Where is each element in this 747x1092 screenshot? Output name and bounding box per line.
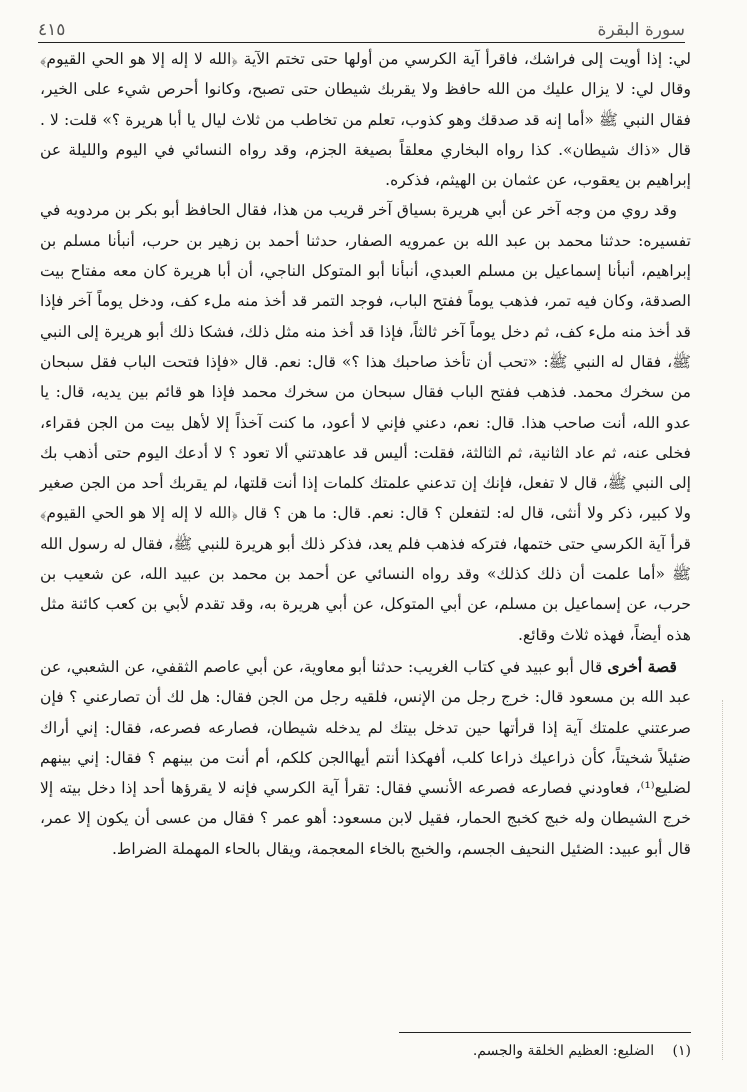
scan-margin-mark [722, 700, 733, 1060]
paragraph-3 [40, 652, 691, 864]
main-text [40, 44, 691, 864]
footnote-text: الضليع: العظيم الخلقة والجسم. [472, 1043, 655, 1059]
section-heading: قصة أخرى [607, 656, 677, 676]
running-header [38, 10, 685, 43]
paragraph-text: لي: إذا أويت إلى فراشك، فاقرأ آية الكرسي من أولها حتى تختم الآية ﴿الله لا إله إلا هو الحي القيوم﴾ وقال لي: لا يزال عليك من الله حافظ ولا يقربك شيطان حتى تصبح، وكانوا أحرص شيء على الخير، فقال النبي ﷺ «أما إنه قد صدقك وهو كذوب، تعلم من تخاطب من ثلاث ليال يا أبا هريرة ؟» قلت: لا . قال «ذاك شيطان». كذا رواه البخاري معلقاً بصيغة الجزم، وقد رواه النسائي في اليوم والليلة عن إبراهيم بن يعقوب، عن عثمان بن الهيثم، فذكره. [40, 50, 691, 190]
page-number: ٤١٥ [38, 20, 66, 40]
paragraph-text: وقد روي من وجه آخر عن أبي هريرة بسياق آخر قريب من هذا، فقال الحافظ أبو بكر بن مردويه في تفسيره: حدثنا محمد بن عبد الله بن عمرويه الصفار، حدثنا أحمد بن زهير بن حرب، أنبأنا مسلم بن إبراهيم، أنبأنا إسماعيل بن مسلم العبدي، أنبأنا أبو المتوكل الناجي، أن أبا هريرة كان معه مفتاح بيت الصدقة، وكان فيه تمر، فذهب يوماً ففتح الباب، فوجد التمر قد أخذ منه ملء كف، ودخل يوماً آخر فإذا قد أخذ منه ملء كف، ثم دخل يوماً آخر ثالثاً، فإذا قد أخذ منه مثل ذلك، فشكا ذلك أبو هريرة إلى النبي ﷺ، فقال له النبي ﷺ: «تحب أن تأخذ صاحبك هذا ؟» قال: نعم. قال «فإذا فتحت الباب فقل سبحان من سخرك محمد. فذهب ففتح الباب فقال سبحان من سخرك محمد فإذا هو قائم بين يديه، قال: يا عدو الله، أنت صاحب هذا. قال: نعم، دعني فإني لا أعود، ما كنت آخذاً إلا لأهل بيت من الجن فقراء، فخلى عنه، ثم عاد الثانية، ثم الثالثة، فقلت: أليس قد عاهدتني ألا تعود ؟ لا أدعك اليوم حتى أذهب بك إلى النبي ﷺ، قال لا تفعل، فإنك إن تدعني علمتك كلمات إذا أنت قلتها، لم يقربك أحد من الجن صغير ولا كبير، ذكر ولا أنثى، قال له: لتفعلن ؟ قال: نعم. قال: ما هن ؟ قال ﴿الله لا إله إلا هو الحي القيوم﴾ قرأ آية الكرسي حتى ختمها، فتركه فذهب فلم يعد، فذكر ذلك أبو هريرة للنبي ﷺ، فقال له رسول الله ﷺ «أما علمت أن ذلك كذلك» وقد رواه النسائي عن أحمد بن محمد بن عبيد الله، عن شعيب بن حرب، عن إسماعيل بن مسلم، عن أبي المتوكل، عن أبي هريرة به، وقد تقدم لأبي بن كعب كائنة مثل هذه أيضاً، فهذه ثلاث وقائع. [40, 201, 691, 644]
footnote-marker: (١) [672, 1043, 691, 1059]
paragraph-2 [40, 195, 691, 649]
paragraph-1 [40, 44, 691, 195]
footnote-divider [399, 1032, 691, 1033]
surah-title: سورة البقرة [597, 20, 685, 40]
paragraph-text: قال أبو عبيد في كتاب الغريب: حدثنا أبو معاوية، عن أبي عاصم الثقفي، عن الشعبي، عن عبد الله بن مسعود قال: خرج رجل من الإنس، فلقيه رجل من الجن فقال: هل لك أن تصارعني ؟ فإن صرعتني علمتك آية إذا قرأتها حين تدخل بيتك لم يدخله شيطان، فصارعه فصرعه، فقال: إني أراك ضئيلاً شخيتاً، كأن ذراعيك ذراعا كلب، أفهكذا أنتم أيهاالجن كلكم، أم أنت من بينهم ؟ فقال: إني بينهم لضليع⁽¹⁾، فعاودني فصارعه فصرعه الأنسي فقال: تقرأ آية الكرسي فإنه لا يقرؤها أحد إذا دخل بيته إلا خرج الشيطان وله خبج كخبج الحمار، فقيل لابن مسعود: أهو عمر ؟ فقال من عسى أن يكون إلا عمر، قال أبو عبيد: الضئيل النحيف الجسم، والخبج بالخاء المعجمة، ويقال بالحاء المهملة الضراط. [40, 657, 691, 858]
footnote [40, 1040, 691, 1062]
